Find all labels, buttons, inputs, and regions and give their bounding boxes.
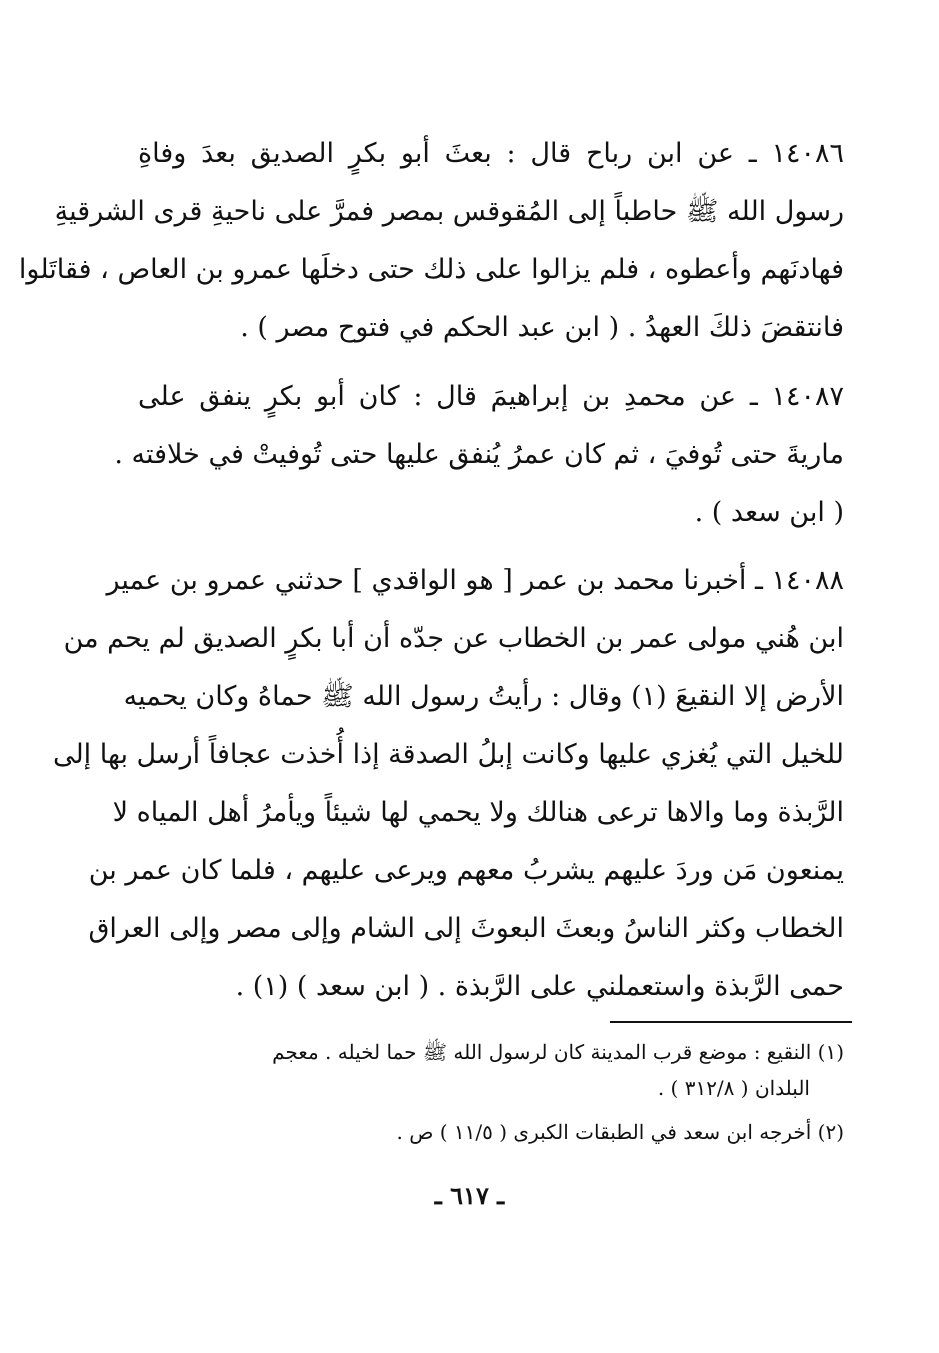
text-line: حمى الرَّبذة واستعملني على الرَّبذة . ( ابن سعد ) (١) . xyxy=(235,971,844,1002)
footnote-1-line: البلدان ( ٣١٢/٨ ) . xyxy=(657,1076,810,1100)
footnote-divider xyxy=(610,1021,852,1023)
text-line: الخطاب وكثر الناسُ وبعثَ البعوثَ إلى الشام وإلى مصر وإلى العراق xyxy=(88,913,844,944)
text-line: الرَّبذة وما والاها ترعى هنالك ولا يحمي لها شيئاً ويأمرُ أهل المياه لا xyxy=(112,797,844,828)
paragraph-14086 xyxy=(18,125,844,357)
text-line: ماريةَ حتى تُوفيَ ، ثم كان عمرُ يُنفق عليها حتى تُوفيتْ في خلافته . xyxy=(114,439,844,470)
page-number: ـ ٦١٧ ـ xyxy=(434,1181,505,1210)
text-line: فهادنَهم وأعطوه ، فلم يزالوا على ذلك حتى دخلَها عمرو بن العاص ، فقاتَلوا xyxy=(18,254,844,285)
paragraph-14088 xyxy=(52,552,844,1016)
text-line: للخيل التي يُغزي عليها وكانت إبلُ الصدقة إذا أُخذت عجافاً أرسل بها إلى xyxy=(52,739,844,770)
text-line: رسول الله ﷺ حاطباً إلى المُقوقس بمصر فمرَّ على ناحيةِ قرى الشرقيةِ xyxy=(54,196,844,227)
text-line: ١٤٠٨٧ ـ عن محمدِ بن إبراهيمَ قال : كان أبو بكرٍ ينفق على xyxy=(138,381,844,412)
footnote-2-line: (٢) أخرجه ابن سعد في الطبقات الكبرى ( ١١/٥ ) ص . xyxy=(396,1120,844,1144)
paragraph-14087 xyxy=(114,368,844,542)
text-line: ابن هُني مولى عمر بن الخطاب عن جدّه أن أبا بكرٍ الصديق لم يحم من xyxy=(63,623,844,654)
text-line: فانتقضَ ذلكَ العهدُ . ( ابن عبد الحكم في فتوح مصر ) . xyxy=(240,312,844,343)
text-line: ( ابن سعد ) . xyxy=(694,497,844,528)
text-line: ١٤٠٨٨ ـ أخبرنا محمد بن عمر [ هو الواقدي ] حدثني عمرو بن عمير xyxy=(106,565,844,596)
text-line: يمنعون مَن وردَ عليهم يشربُ معهم ويرعى عليهم ، فلما كان عمر بن xyxy=(88,855,844,886)
text-line: الأرض إلا النقيعَ (١) وقال : رأيتُ رسول الله ﷺ حماهُ وكان يحميه xyxy=(123,681,844,712)
footnote-1-line: (١) النقيع : موضع قرب المدينة كان لرسول الله ﷺ حما لخيله . معجم xyxy=(272,1040,844,1064)
text-line: ١٤٠٨٦ ـ عن ابن رباح قال : بعثَ أبو بكرٍ الصديق بعدَ وفاةِ xyxy=(138,138,844,169)
footnotes xyxy=(138,1034,844,1150)
